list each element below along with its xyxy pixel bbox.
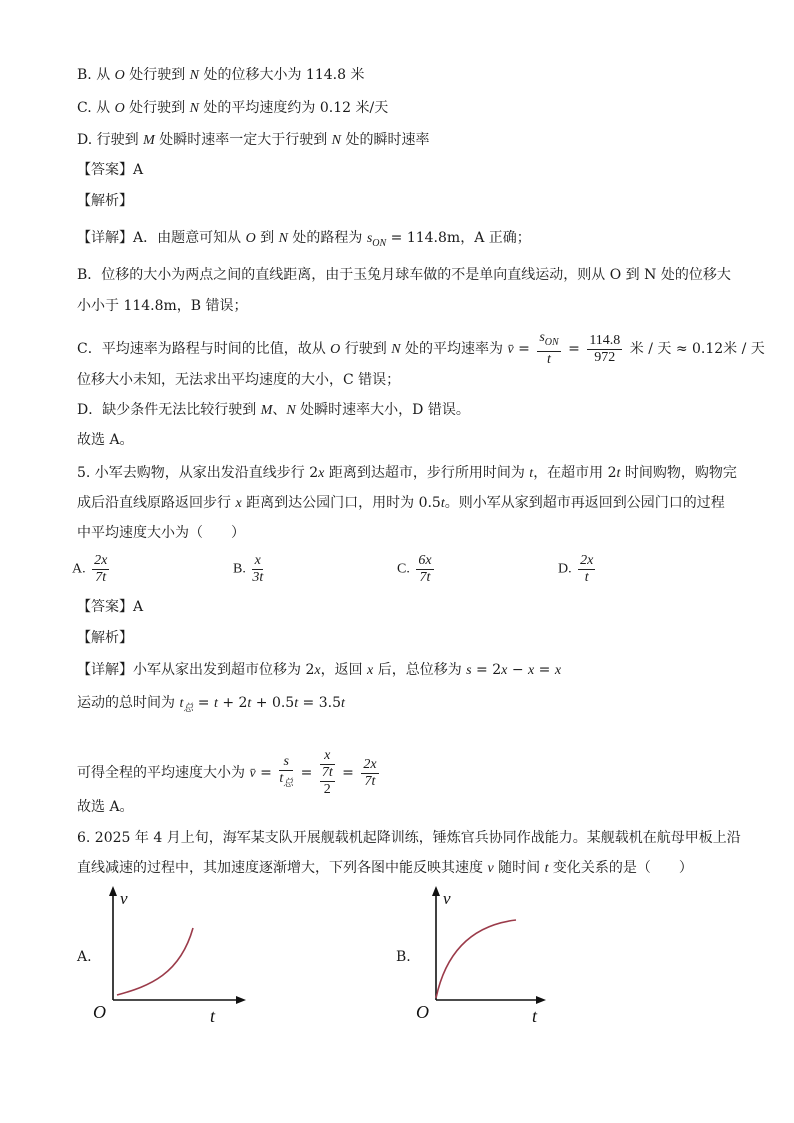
q5-option-d[interactable]: D. $\frac{2x}{t}$	[558, 553, 594, 585]
q5-stem-line3: 中平均速度大小为（ ）	[77, 525, 245, 541]
q6-stem-line2: 直线减速的过程中，其加速度逐渐增大，下列各图中能反映其速度 v 随时间 t 变化关系的是（ ）	[77, 860, 693, 876]
q6-stem-line1: 6. 2025 年 4 月上旬，海军某支队开展舰载机起降训练，锤炼官兵协同作战能力。某舰载机在航母甲板上沿	[77, 830, 741, 846]
q5-stem-line2: 成后沿直线原路返回步行 x 距离到达公园门口，用时为 0.5t。则小军从家到超市再返回到公园门口的过程	[77, 495, 725, 511]
v-axis-arrow-icon	[432, 886, 440, 896]
q5-detail-2: 运动的总时间为 $t_总 = t + 2t + 0.5t = 3.5t$	[77, 695, 345, 714]
q6-graph-a-label[interactable]: A.	[77, 949, 92, 965]
q4-analysis: 【解析】	[77, 193, 133, 209]
q5-option-b[interactable]: B. $\frac{x}{3t}$	[233, 553, 264, 585]
t-axis-label: t	[210, 1006, 216, 1026]
q6-graph-b-label[interactable]: B.	[396, 949, 411, 965]
q4-answer: 【答案】A	[77, 162, 144, 178]
q5-option-c[interactable]: C. $\frac{6x}{7t}$	[397, 553, 432, 585]
q5-answer: 【答案】A	[77, 599, 144, 615]
t-axis-label: t	[532, 1006, 538, 1026]
q5-analysis: 【解析】	[77, 630, 133, 646]
q4-detail-b2: 小小于 114.8m，B 错误；	[77, 298, 248, 314]
q6-graph-a[interactable]	[90, 882, 260, 1032]
v-axis-label: v	[443, 889, 451, 908]
q4-detail-d: D．缺少条件无法比较行驶到 M、N 处瞬时速率大小，D 错误。	[77, 402, 470, 418]
v-axis-label: v	[120, 889, 128, 908]
q4-option-d: D. 行驶到 M 处瞬时速率一定大于行驶到 N 处的瞬时速率	[77, 132, 430, 148]
q5-conclusion: 故选 A。	[77, 799, 134, 815]
v-axis-arrow-icon	[109, 886, 117, 896]
q5-detail-3: 可得全程的平均速度大小为 v̄ = $\frac{s}{t_总}$ = $\frac{x}{\frac{7t}{2}}$ = $\frac{2x}{7t}$	[77, 748, 377, 797]
q4-conclusion: 故选 A。	[77, 432, 134, 448]
origin-label: O	[93, 1002, 106, 1022]
q5-option-a[interactable]: A. $\frac{2x}{7t}$	[72, 553, 108, 585]
q5-detail-1: 【详解】小军从家出发到超市位移为 2x，返回 x 后，总位移为 s = 2x − x = x	[77, 662, 562, 678]
t-axis-arrow-icon	[536, 996, 546, 1004]
q6-graph-b[interactable]	[412, 882, 582, 1032]
velocity-curve	[436, 920, 516, 998]
t-axis-arrow-icon	[236, 996, 246, 1004]
q4-detail-c1: C．平均速率为路程与时间的比值，故从 O 行驶到 N 处的平均速率为 v̄ = $\frac{s_{ON}}{t}$ = $\frac{114.8}{972}$ 米 / 天 ≈ 0.12米 / 天	[77, 330, 765, 367]
q4-detail-a: 【详解】A．由题意可知从 O 到 N 处的路程为 $s_{ON} = 114.8m$，A 正确；	[77, 230, 531, 249]
origin-label: O	[416, 1002, 429, 1022]
q4-detail-b1: B．位移的大小为两点之间的直线距离，由于玉兔月球车做的不是单向直线运动，则从 O 到 N 处的位移大	[77, 267, 731, 283]
q4-detail-c2: 位移大小未知，无法求出平均速度的大小，C 错误；	[77, 372, 401, 388]
q5-stem-line1: 5. 小军去购物，从家出发沿直线步行 2x 距离到达超市，步行所用时间为 t，在超市用 2t 时间购物，购物完	[77, 465, 737, 481]
velocity-curve	[117, 928, 193, 995]
q4-option-b: B. 从 O 处行驶到 N 处的位移大小为 114.8 米	[77, 67, 365, 83]
q4-option-c: C. 从 O 处行驶到 N 处的平均速度约为 0.12 米/天	[77, 100, 389, 116]
